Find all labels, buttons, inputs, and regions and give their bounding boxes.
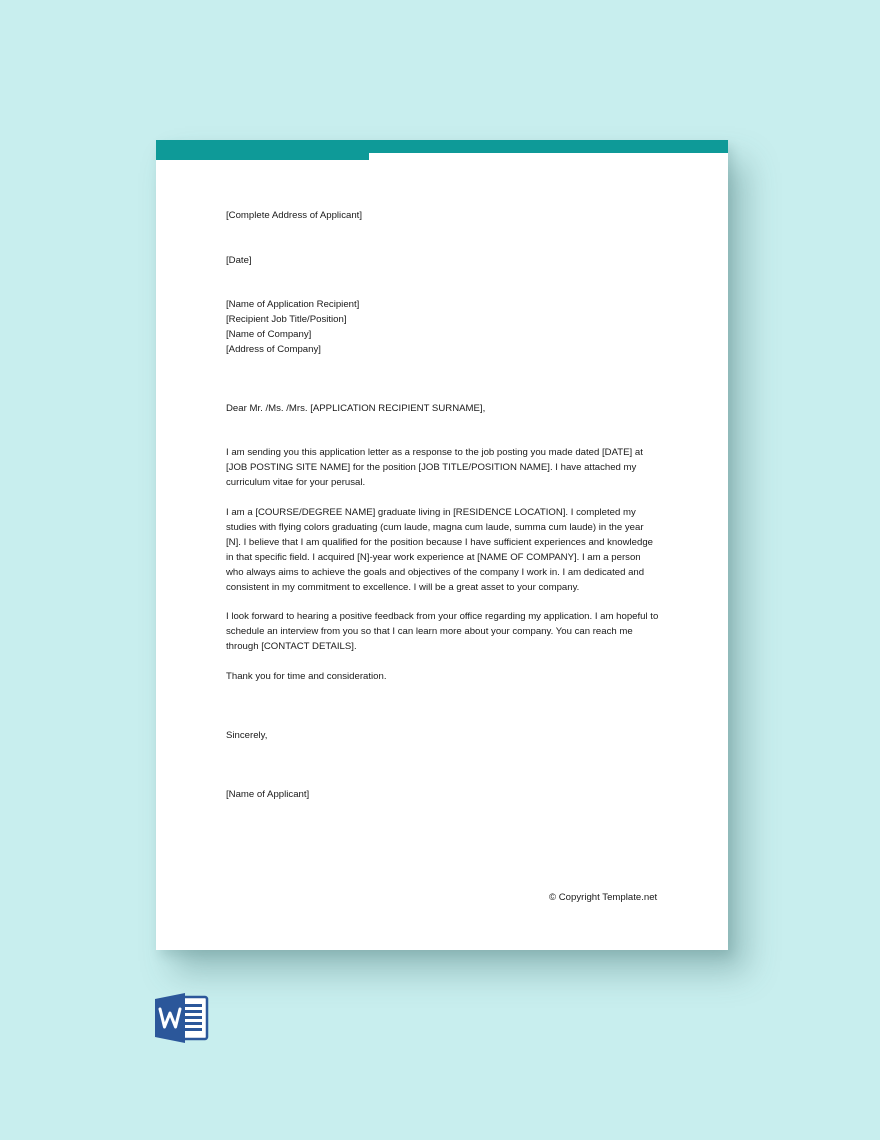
- body-paragraph: I am a [COURSE/DEGREE NAME] graduate living in [RESIDENCE LOCATION]. I completed my studies with flying colors graduating (cum laude, magna cum laude, summa cum laude) in the year [N]. I believe that I am qualified for the position because I have sufficient experiences and knowledge in that specific field. I acquired [N]-year work experience at [NAME OF COMPANY]. I am a person who always aims to achieve the goals and objectives of the company I work in. I am dedicated and consistent in my commitment to excellence. I will be a great asset to your company.: [226, 507, 654, 593]
- header-accent-tab: [156, 153, 369, 160]
- body-paragraph: I am sending you this application letter as a response to the job posting you made dated [DATE] at [JOB POSTING SITE NAME] for the position [JOB TITLE/POSITION NAME]. I have attached my curriculum vitae for your perusal.: [226, 447, 643, 488]
- salutation: Dear Mr. /Ms. /Mrs. [APPLICATION RECIPIENT SURNAME],: [226, 403, 486, 414]
- signature-name: [Name of Applicant]: [226, 789, 310, 800]
- applicant-address: [Complete Address of Applicant]: [226, 210, 362, 221]
- recipient-name: [Name of Application Recipient]: [226, 299, 360, 310]
- microsoft-word-icon: [155, 993, 209, 1043]
- header-accent-bar: [156, 140, 728, 153]
- letter-page: [156, 140, 728, 950]
- recipient-address: [Address of Company]: [226, 344, 321, 355]
- copyright-notice: © Copyright Template.net: [549, 892, 658, 903]
- recipient-company: [Name of Company]: [226, 329, 312, 340]
- recipient-title: [Recipient Job Title/Position]: [226, 314, 347, 325]
- closing: Sincerely,: [226, 730, 268, 741]
- letter-date: [Date]: [226, 255, 252, 266]
- body-paragraph: I look forward to hearing a positive feedback from your office regarding my application. I am hopeful to schedule an interview from you so that I can learn more about your company. You can reach me through [CONTACT DETAILS].: [226, 611, 659, 652]
- thank-you-line: Thank you for time and consideration.: [226, 671, 387, 682]
